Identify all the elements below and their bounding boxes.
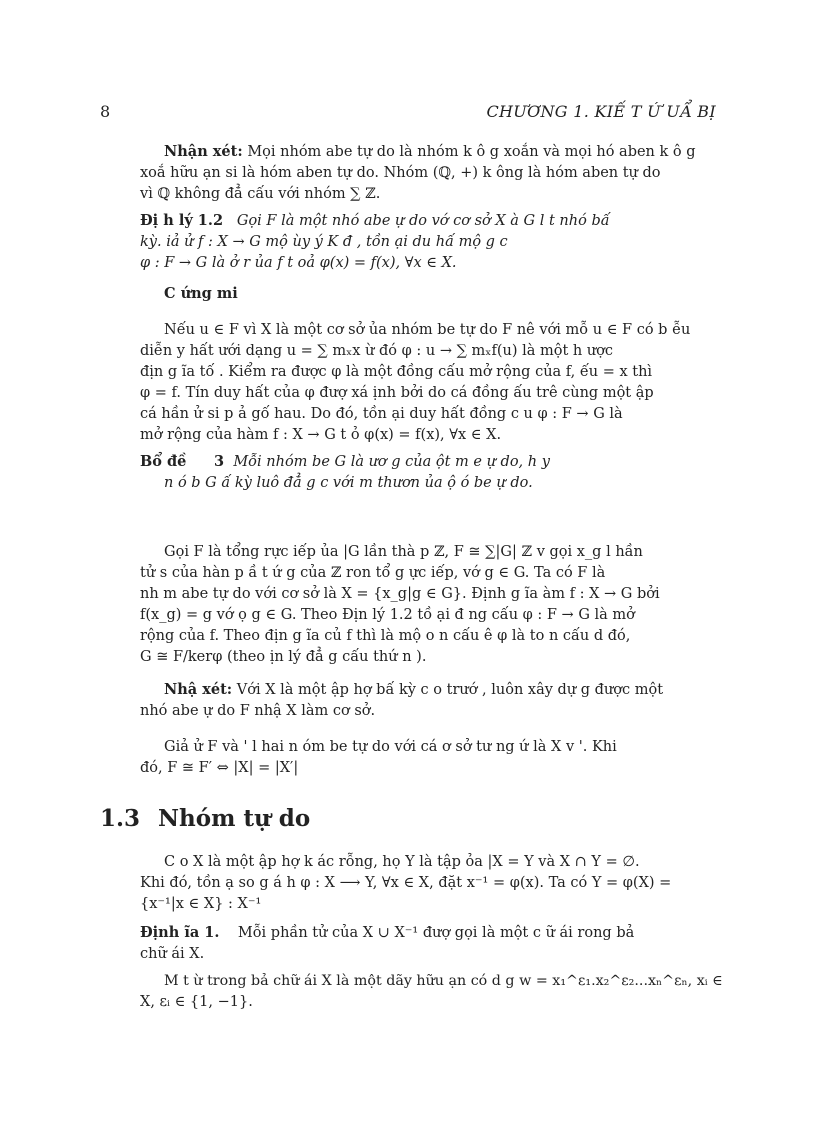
lemma-proof-text-2: tử s của hàn p ầ t ứ g của ℤ ron tổ g ực iếp, vớ g ∈ G. Ta có F là — [140, 565, 606, 581]
theorem-text-3: φ : F → G là ở r ủa f t oả φ(x) = f(x), ∀x ∈ X. — [140, 255, 457, 271]
remark3-paragraph — [140, 737, 720, 779]
lemma-label: Bổ đề — [140, 453, 187, 470]
theorem-label: Đị h lý 1.2 — [140, 212, 224, 229]
proof-text-1: Nếu u ∈ F vì X là một cơ sở ủa nhóm be tự do F nê với mỗ u ∈ F có b ễu — [164, 322, 691, 338]
remark-label: Nhận xét: — [164, 143, 243, 160]
remark2-paragraph — [140, 679, 720, 722]
running-head: CHƯƠNG 1. KIẾ T Ứ UẨ BỊ — [486, 102, 716, 121]
theorem-paragraph — [140, 210, 720, 274]
lemma-proof-text-6: G ≅ F/kerφ (theo ịn lý đẳ g cấu thứ n ). — [140, 649, 427, 665]
lemma-paragraph — [140, 451, 720, 494]
remark3-text-1: Giả ử F và ' l hai n óm be tự do với cá ơ sở tư ng ứ là X v '. Khi — [164, 739, 617, 755]
page-header — [100, 101, 716, 125]
lemma-proof-text-1: Gọi F là tổng rực iếp ủa |G lần thà p ℤ, F ≅ ∑|G| ℤ v gọi x_g l hần — [164, 544, 643, 560]
page-number: 8 — [100, 102, 111, 121]
proof-text-6: mở rộng của hàm f : X → G t ỏ φ(x) = f(x), ∀x ∈ X. — [140, 427, 502, 443]
word-text-2: X, εᵢ ∈ {1, −1}. — [140, 994, 253, 1010]
theorem-text-2: kỳ. iả ử f : X → G mộ ùy ý K đ , tồn ại du hấ mộ g c — [140, 234, 508, 250]
proof-text-5: cá hần ử si p ả gố hau. Do đó, tồn ại duy hất đồng c u φ : F → G là — [140, 406, 623, 422]
proof-text-2: diễn y hất ưới dạng u = ∑ mₓx ừ đó φ : u → ∑ mₓf(u) là một h ược — [140, 343, 614, 359]
proof-label: C ứng mi — [164, 285, 238, 302]
section-number: 1.3 — [100, 805, 141, 832]
remark-text-3: vì ℚ không đẳ cấu với nhóm ∑ ℤ. — [140, 186, 381, 202]
remark-paragraph — [140, 141, 720, 205]
word-paragraph — [140, 971, 723, 1013]
section-intro-text-1: C o X là một ập hợ k ác rỗng, họ Y là tập ỏa |X = Y và X ∩ Y = ∅. — [164, 854, 640, 870]
word-text-1: M t ừ trong bả chữ ái X là một dãy hữu ạn có d g w = x₁^ε₁.x₂^ε₂...xₙ^εₙ, xᵢ ∈ — [164, 973, 723, 989]
section-intro-text-2: Khi đó, tồn ạ so g á h φ : X ⟶ Y, ∀x ∈ X, đặt x⁻¹ = φ(x). Ta có Y = φ(X) = — [140, 875, 672, 891]
proof-text-4: φ = f. Tín duy hất của φ đượ xá ịnh bởi do cá đồng ấu trê cùng một ập — [140, 385, 654, 401]
definition-text-1: Mỗi phần tử của X ∪ X⁻¹ đượ gọi là một c ữ ái rong bả — [237, 925, 635, 941]
remark2-text-2: nhó abe ự do F nhậ X làm cơ sở. — [140, 703, 376, 719]
remark-text-2: xoắ hữu ạn si là hóm aben tự do. Nhóm (ℚ, +) k ông là hóm aben tự do — [140, 165, 661, 181]
lemma-proof-text-4: f(x_g) = g vớ ọ g ∈ G. Theo Địn lý 1.2 tồ ại đ ng cấu φ : F → G là mở — [140, 607, 635, 623]
section-intro-paragraph — [140, 852, 720, 915]
proof-heading — [140, 283, 720, 304]
section-heading — [100, 804, 310, 834]
definition-paragraph — [140, 922, 720, 965]
remark3-text-2: đó, F ≅ F′ ⇔ |X| = |X′| — [140, 760, 299, 776]
definition-text-2: chữ ái X. — [140, 946, 205, 962]
proof-text-3: địn g ĩa tố . Kiểm ra được φ là một đồng cấu mở rộng của f, ếu = x thì — [140, 364, 653, 380]
section-intro-text-3: {x⁻¹|x ∈ X} : X⁻¹ — [140, 896, 262, 912]
proof-paragraph — [140, 320, 720, 446]
lemma-text-1: Mỗi nhóm be G là ươ g của ột m e ự do, h y — [233, 454, 550, 470]
lemma-proof-text-3: nh m abe tự do với cơ sở là X = {x_g|g ∈ G}. Định g ĩa àm f : X → G bởi — [140, 586, 660, 602]
lemma-proof-paragraph — [140, 542, 720, 668]
remark2-text-1: Với X là một ập hợ bấ kỳ c o trướ , luôn xây dự g được một — [236, 682, 664, 698]
remark-text-1: Mọi nhóm abe tự do là nhóm k ô g xoắn và mọi hó aben k ô g — [247, 144, 696, 160]
lemma-text-2: n ó b G ấ kỳ luô đẳ g c với m thươn ủa ộ ó be ự do. — [164, 475, 533, 491]
lemma-proof-text-5: rộng của f. Theo địn g ĩa củ f thì là mộ o n cấu ê φ là to n cấu d đó, — [140, 628, 631, 644]
remark2-label: Nhậ xét: — [164, 681, 233, 698]
definition-label: Định ĩa 1. — [140, 924, 220, 941]
theorem-text-1: Gọi F là một nhó abe ự do vớ cơ sở X à G l t nhó bấ — [236, 213, 610, 229]
section-title: Nhóm tự do — [158, 805, 311, 832]
lemma-number: 3 — [214, 453, 225, 470]
